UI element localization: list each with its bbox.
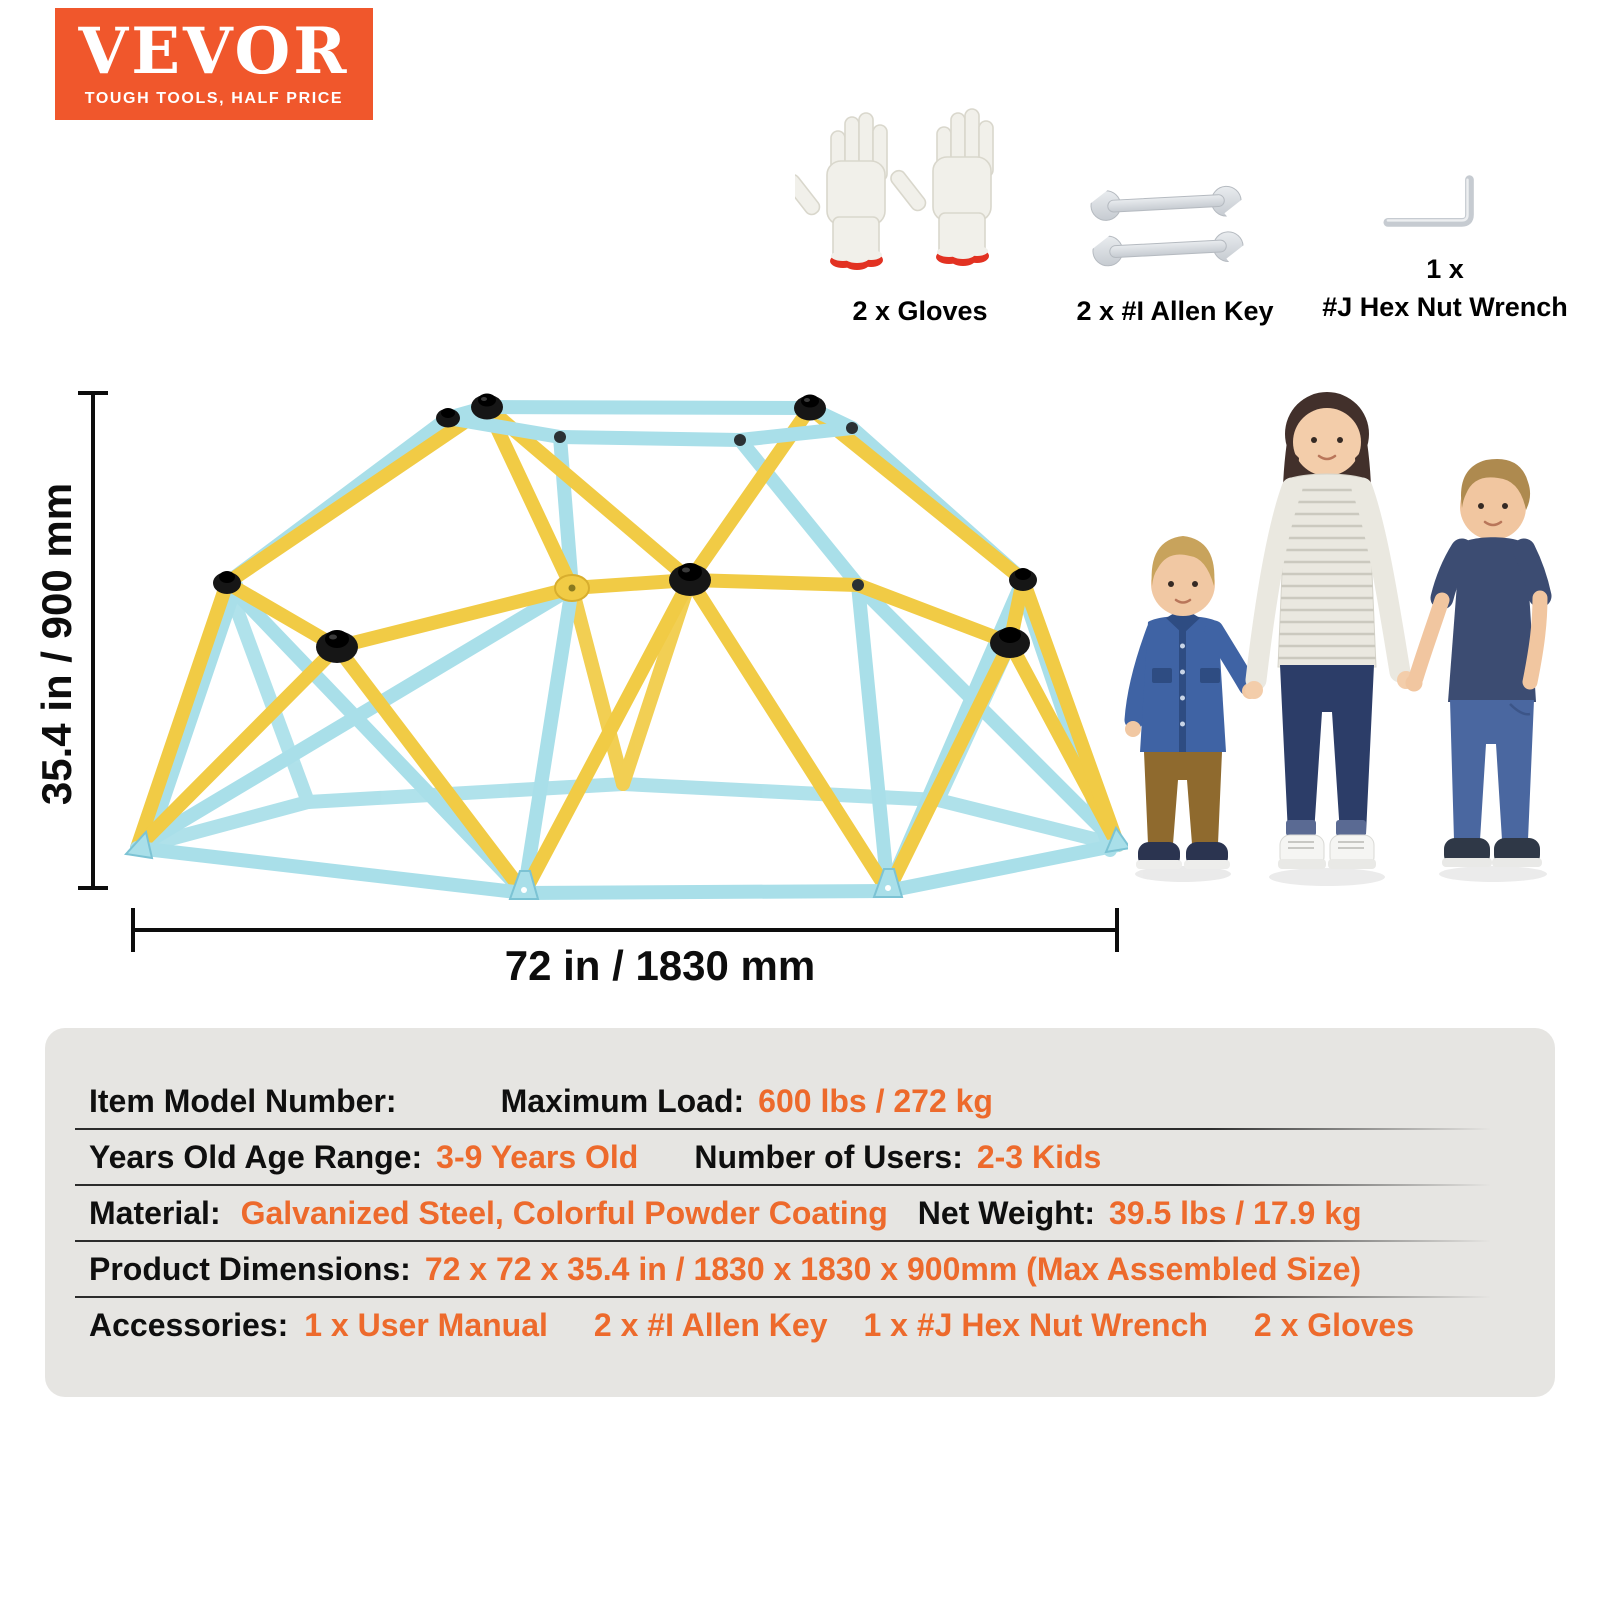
spec-label: Accessories: [89,1306,289,1343]
spec-value: 600 lbs / 272 kg [758,1082,993,1119]
kids-illustration [1078,372,1558,892]
spec-value: 2 x #I Allen Key [593,1306,828,1343]
spec-value: 1 x User Manual [304,1306,548,1343]
spec-row [45,1298,1555,1352]
allen-key-icon [1082,182,1250,277]
kid-boy [1406,459,1543,867]
spec-value: 2-3 Kids [976,1138,1102,1175]
height-dimension-cap-top [78,391,108,395]
vevor-logo [55,8,373,120]
brand-tagline: TOUGH TOOLS, HALF PRICE [84,90,344,107]
spec-row [45,1242,1555,1296]
width-dimension-label: 72 in / 1830 mm [504,942,816,989]
spec-value: 72 x 72 x 35.4 in / 1830 x 1830 x 900mm (Max Assembled Size) [424,1250,1362,1287]
hex-wrench-qty: 1 x [1426,254,1464,284]
kid-toddler-boy [1125,536,1258,869]
allen-key-label: 2 x #I Allen Key [1076,296,1274,326]
height-dimension-line [91,393,95,888]
spec-row [45,1130,1555,1184]
spec-value: 3-9 Years Old [436,1138,639,1175]
height-dimension-cap-bottom [78,886,108,890]
spec-value: 2 x Gloves [1253,1306,1414,1343]
dome-hub [555,575,589,601]
spec-label: Product Dimensions: [89,1250,411,1287]
climbing-dome-illustration [118,372,1128,932]
spec-row [45,1074,1555,1128]
spec-label: Years Old Age Range: [89,1138,423,1175]
spec-panel [45,1028,1555,1397]
spec-label: Item Model Number: [89,1082,397,1119]
gloves-label: 2 x Gloves [852,296,988,326]
spec-label: Net Weight: [917,1194,1095,1231]
kid-girl [1245,392,1415,869]
spec-label: Number of Users: [694,1138,963,1175]
spec-label: Maximum Load: [500,1082,745,1119]
hex-nut-wrench-icon [1378,168,1490,236]
spec-rows [45,1074,1555,1352]
brand-name: VEVOR [78,14,350,89]
spec-value: 1 x #J Hex Nut Wrench [863,1306,1208,1343]
spec-label: Material: [89,1194,221,1231]
height-dimension-label: 35.4 in / 900 mm [33,482,80,806]
spec-value: Galvanized Steel, Colorful Powder Coating [240,1194,888,1231]
spec-value: 39.5 lbs / 17.9 kg [1108,1194,1362,1231]
hex-wrench-label: #J Hex Nut Wrench [1322,292,1568,322]
spec-row [45,1186,1555,1240]
gloves-icon [795,103,1045,298]
